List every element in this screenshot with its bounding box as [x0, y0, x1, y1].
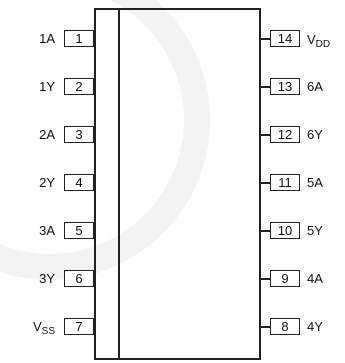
pin-label-right-13: 6A: [307, 79, 323, 94]
pin-label-right-14-main: V: [307, 32, 316, 47]
pin-lead-right-10: [261, 230, 270, 232]
pin-lead-right-12: [261, 134, 270, 136]
pin-label-left-1: 1A: [39, 31, 55, 46]
pin-number-left-4: 4: [64, 174, 94, 191]
pin-lead-right-9: [261, 278, 270, 280]
pin-number-left-7: 7: [64, 318, 94, 335]
pin-number-right-9: 9: [270, 270, 300, 287]
pin-label-right-12: 6Y: [307, 127, 323, 142]
pin-label-left-7: [33, 318, 55, 335]
pin-label-right-14: [307, 31, 330, 48]
pin-number-left-1: 1: [64, 30, 94, 47]
pin-label-left-2: 1Y: [39, 79, 55, 94]
pin-number-right-13: 13: [270, 78, 300, 95]
pin-number-right-12: 12: [270, 126, 300, 143]
pin-number-right-14: 14: [270, 30, 300, 47]
pin-label-left-4: 2Y: [39, 175, 55, 190]
pin-label-left-7-main: V: [32, 319, 42, 334]
pin-number-left-5: 5: [64, 222, 94, 239]
pin-label-left-7-sub: SS: [41, 326, 55, 337]
pin-lead-right-8: [261, 326, 270, 328]
pin-label-left-3: 2A: [39, 127, 55, 142]
pin-number-left-3: 3: [64, 126, 94, 143]
pin-label-right-11: 5A: [307, 175, 323, 190]
pin-number-left-6: 6: [64, 270, 94, 287]
pin-label-right-8: 4Y: [307, 319, 323, 334]
pin-lead-right-13: [261, 86, 270, 88]
ic-package-divider: [118, 8, 120, 360]
pin-number-right-10: 10: [270, 222, 300, 239]
pin-number-right-11: 11: [270, 174, 300, 191]
pin-label-right-14-sub: DD: [315, 39, 331, 50]
pin-lead-right-14: [261, 38, 270, 40]
pin-number-right-8: 8: [270, 318, 300, 335]
pin-label-right-10: 5Y: [307, 223, 323, 238]
pin-label-left-6: 3Y: [39, 271, 55, 286]
pin-lead-right-11: [261, 182, 270, 184]
pin-number-left-2: 2: [64, 78, 94, 95]
pin-label-right-9: 4A: [307, 271, 323, 286]
pin-label-left-5: 3A: [39, 223, 55, 238]
